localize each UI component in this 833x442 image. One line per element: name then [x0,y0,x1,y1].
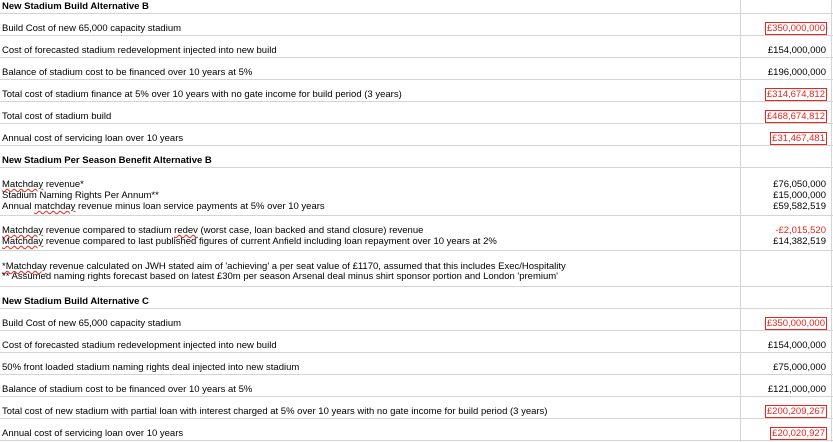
sheet-row[interactable] [0,331,833,353]
row-label: Stadium Naming Rights Per Annum** [2,190,159,201]
sheet-row[interactable] [0,0,833,14]
row-label: Annual cost of servicing loan over 10 years [2,133,184,144]
row-value: £196,000,000 [767,67,826,78]
sheet-row-multiline[interactable] [0,168,833,216]
sheet-row[interactable] [0,353,833,375]
sheet-row[interactable] [0,14,833,36]
row-label: Build Cost of new 65,000 capacity stadium [2,318,182,329]
footnote: *Matchday revenue calculated on JWH stated aim of 'achieving' a per seat value of £1170, assumed that this includes Exec/Hospitality [2,261,566,272]
section-title-alt-b: New Stadium Build Alternative B [2,1,149,12]
row-label: Balance of stadium cost to be financed over 10 years at 5% [2,384,253,395]
row-label: Annual matchday revenue minus loan service payments at 5% over 10 years [2,201,325,212]
sheet-row[interactable] [0,309,833,331]
row-value: £350,000,000 [766,23,825,34]
sheet-row[interactable] [0,419,833,441]
row-value: £350,000,000 [766,318,825,329]
row-label: Build Cost of new 65,000 capacity stadium [2,23,182,34]
sheet-row[interactable] [0,80,833,102]
row-value: £154,000,000 [767,340,826,351]
row-value: £76,050,000 [773,179,826,190]
sheet-row[interactable] [0,287,833,309]
row-value: £314,674,812 [766,89,825,100]
section-title-alt-c: New Stadium Build Alternative C [2,296,149,307]
row-label: Matchday revenue compared to last published figures of current Anfield including loan repayment over 10 years at 2% [2,236,497,247]
section-title-benefit-b: New Stadium Per Season Benefit Alternative B [2,155,212,166]
row-value: £200,209,267 [766,406,825,417]
row-label: Annual cost of servicing loan over 10 years [2,428,184,439]
row-value: £15,000,000 [773,190,826,201]
row-label: 50% front loaded stadium naming rights deal injected into new stadium [2,362,300,373]
row-value: £75,000,000 [773,362,826,373]
row-value: £59,582,519 [773,201,826,212]
sheet-row[interactable] [0,146,833,168]
row-label: Total cost of stadium build [2,111,112,122]
sheet-row[interactable] [0,375,833,397]
sheet-row[interactable] [0,124,833,146]
sheet-row-multiline[interactable] [0,216,833,251]
row-value: £31,467,481 [772,133,825,144]
row-value: £468,674,812 [766,111,825,122]
sheet-row[interactable] [0,36,833,58]
row-label: Total cost of new stadium with partial loan with interest charged at 5% over 10 years with no gate income for build period (3 years) [2,406,548,417]
row-value: £20,020,927 [772,428,825,439]
row-label: Cost of forecasted stadium redevelopment injected into new build [2,340,277,351]
row-label: Cost of forecasted stadium redevelopment injected into new build [2,45,277,56]
sheet-row[interactable] [0,397,833,419]
sheet-row[interactable] [0,58,833,80]
row-value: £121,000,000 [767,384,826,395]
row-label: Balance of stadium cost to be financed over 10 years at 5% [2,67,253,78]
footnote: ** Assumed naming rights forecast based on latest £30m per season Arsenal deal minus shirt sponsor portion and London 'premium' [2,271,558,282]
row-label: Total cost of stadium finance at 5% over 10 years with no gate income for build period (3 years) [2,89,402,100]
row-label: Matchday revenue* [2,179,84,190]
row-label: Matchday revenue compared to stadium redev (worst case, loan backed and stand closure) revenue [2,225,424,236]
row-value: £154,000,000 [767,45,826,56]
sheet-row-notes[interactable] [0,251,833,287]
sheet-row[interactable] [0,102,833,124]
row-value: £14,382,519 [773,236,826,247]
row-value: -£2,015,520 [775,225,826,236]
